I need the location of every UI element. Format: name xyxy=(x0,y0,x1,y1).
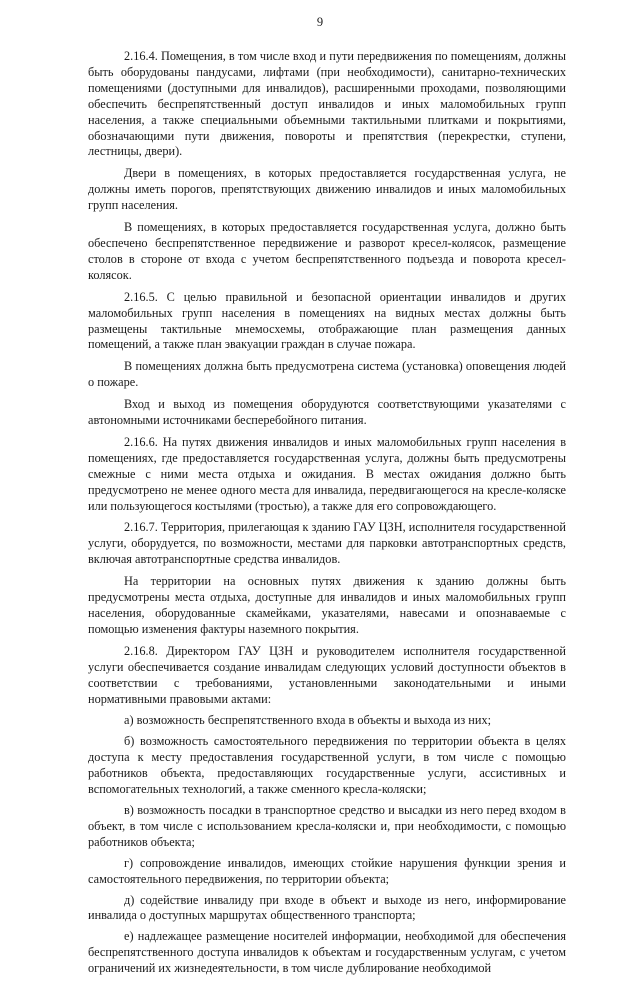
paragraph-2-16-8: 2.16.8. Директором ГАУ ЦЗН и руководителем исполнителя государственной услуги обеспечивается создание инвалидам следующих условий доступности объектов в соответствии с требованиями, установленными законодательными и иными нормативными правовыми актами: xyxy=(88,643,566,706)
list-item-g: г) сопровождение инвалидов, имеющих стойкие нарушения функции зрения и самостоятельного передвижения, по территории объекта; xyxy=(88,855,566,886)
list-item-d: д) содействие инвалиду при входе в объект и выходе из него, информирование инвалида о доступных маршрутах общественного транспорта; xyxy=(88,892,566,923)
list-item-a: а) возможность беспрепятственного входа в объекты и выхода из них; xyxy=(124,713,492,728)
paragraph-2-16-6: 2.16.6. На путях движения инвалидов и иных маломобильных групп населения в помещениях, где предоставляется государственная услуга, должны быть предусмотрены смежные с ними места отдыха и ожидания. В местах ожидания должно быть предусмотрено не менее одного места для инвалида, передвигающегося на кресле-коляске или пользующегося костылями (тростью), а также для его сопровождающего. xyxy=(88,434,566,513)
paragraph-doors: Двери в помещениях, в которых предоставляется государственная услуга, не должны иметь порогов, препятствующих движению инвалидов и иных маломобильных групп населения. xyxy=(88,166,566,213)
list-item-e: е) надлежащее размещение носителей информации, необходимой для обеспечения беспрепятственного доступа инвалидов к объектам и государственным услугам, с учетом ограничений их жизнедеятельности, в том числе дублирование необходимой xyxy=(88,929,566,976)
paragraph-fire-alert: В помещениях должна быть предусмотрена система (установка) оповещения людей о пожаре. xyxy=(88,359,566,390)
paragraph-rest-places: На территории на основных путях движения к зданию должны быть предусмотрены места отдыха, доступные для инвалидов и иных маломобильных групп населения, оборудованные скамейками, указателями, навесами и опознаваемые с помощью изменения фактуры наземного покрытия. xyxy=(88,574,566,636)
paragraph-entrance-signs: Вход и выход из помещения оборудуются соответствующими указателями с автономными источниками бесперебойного питания. xyxy=(88,397,566,428)
paragraph-2-16-7: 2.16.7. Территория, прилегающая к зданию ГАУ ЦЗН, исполнителя государственной услуги, оборудуется, по возможности, местами для парковки автотранспортных средств, включая автотранспортные средства инвалидов. xyxy=(88,520,566,567)
list-item-v: в) возможность посадки в транспортное средство и высадки из него перед входом в объект, в том числе с использованием кресла-коляски и, при необходимости, с помощью работников объекта; xyxy=(88,802,566,849)
paragraph-2-16-4: 2.16.4. Помещения, в том числе вход и пути передвижения по помещениям, должны быть оборудованы пандусами, лифтами (при необходимости), санитарно-технических помещениями (доступными для инвалидов), расширенными проходами, позволяющими обеспечить беспрепятственный доступ инвалидов и иных маломобильных групп населения, а также специальными объемными тактильными плитками и покрытиями, обозначающими пути движения, повороты и препятствия (перекрестки, ступени, лестницы, двери). xyxy=(88,49,566,159)
paragraph-wheelchair-movement: В помещениях, в которых предоставляется государственная услуга, должно быть обеспечено беспрепятственное передвижение и разворот кресел-колясок, размещение столов в стороне от входа с учетом беспрепятственного подъезда и поворота кресел-колясок. xyxy=(88,220,566,282)
page-number: 9 xyxy=(316,15,324,29)
list-item-b: б) возможность самостоятельного передвижения по территории объекта в целях доступа к месту предоставления государственной услуги, в том числе с помощью работников объекта, предоставляющих государственные услуги, ассистивных и вспомогательных технологий, а также сменного кресла-коляски; xyxy=(88,734,566,797)
document-body xyxy=(88,49,566,982)
paragraph-2-16-5: 2.16.5. С целью правильной и безопасной ориентации инвалидов и других маломобильных групп населения в помещениях на видных местах должны быть размещены тактильные мнемосхемы, отображающие план размещения данных помещений, а также план эвакуации граждан в случае пожара. xyxy=(88,289,566,352)
